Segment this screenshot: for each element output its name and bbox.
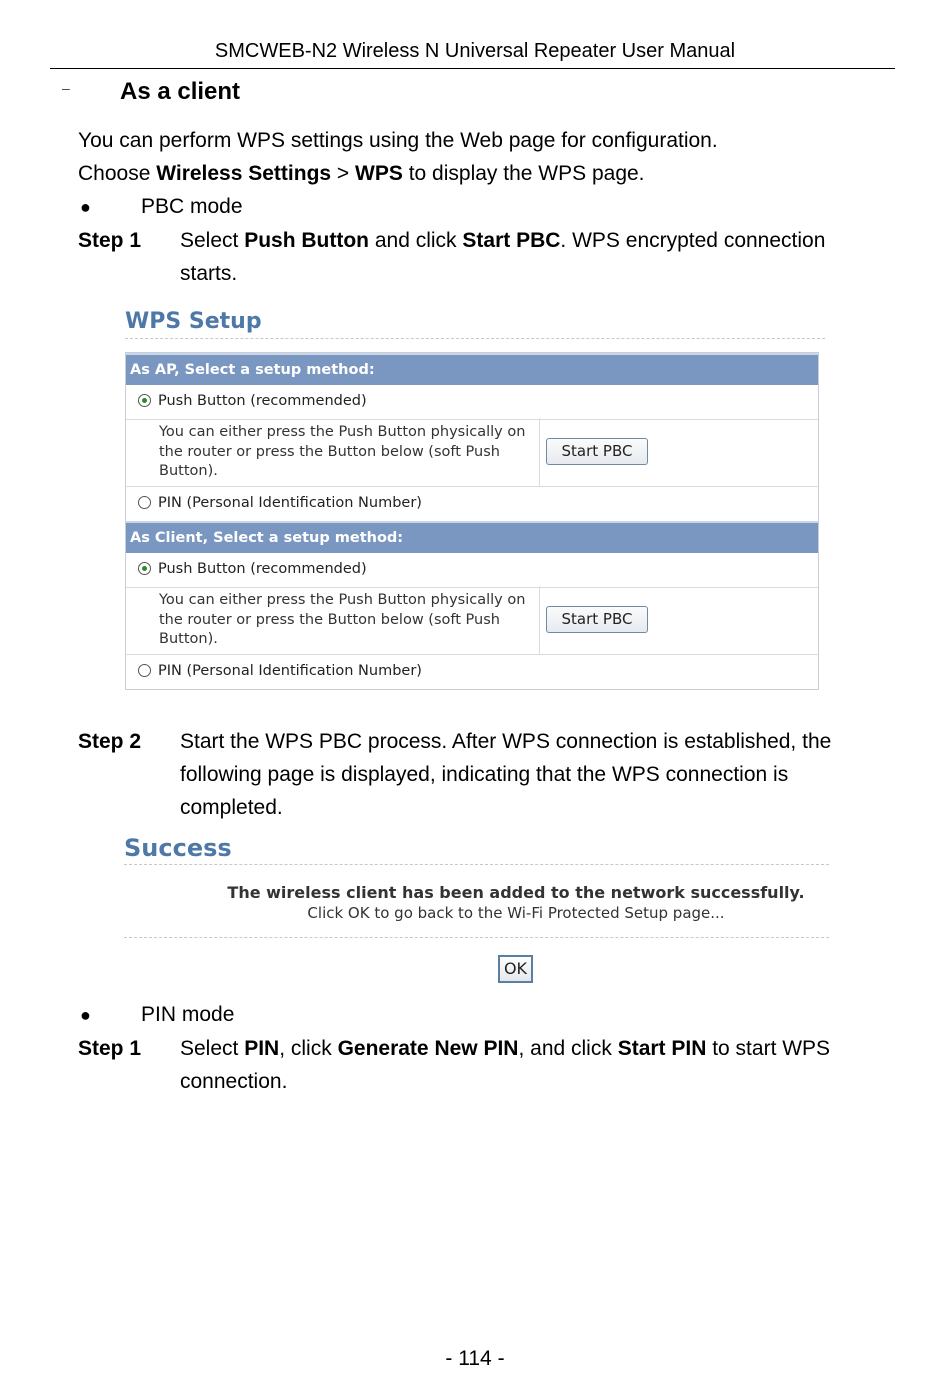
client-start-pbc-button[interactable]: Start PBC [546, 606, 648, 633]
title-divider [124, 864, 829, 865]
intro-text: to display the WPS page. [402, 162, 645, 185]
step-text [180, 224, 825, 290]
step-bold: PIN [244, 1037, 280, 1060]
client-pin-option[interactable] [126, 655, 818, 689]
intro-text: > [331, 162, 356, 185]
wps-setup-title: WPS Setup [125, 309, 262, 334]
step-text-part: starts. [180, 262, 238, 285]
step-text [180, 725, 831, 824]
cell-divider [539, 418, 540, 486]
ap-push-button-option[interactable] [126, 385, 818, 420]
radio-selected-icon[interactable] [138, 394, 151, 407]
menu-wireless-settings: Wireless Settings [156, 162, 332, 185]
ok-button[interactable]: OK [498, 955, 533, 983]
title-divider [125, 338, 825, 339]
radio-selected-icon[interactable] [138, 562, 151, 575]
client-push-description-row [126, 586, 818, 655]
page-header: SMCWEB-N2 Wireless N Universal Repeater User Manual [214, 40, 736, 62]
option-label: PIN (Personal Identification Number) [158, 495, 422, 511]
step-label: Step 1 [78, 229, 142, 252]
section-title: As a client [120, 78, 241, 105]
intro-line-1: You can perform WPS settings using the Web page for configuration. [78, 129, 718, 152]
push-description: You can either press the Push Button physically on the router or press the Button below (soft Push Button). [159, 592, 526, 647]
step-text-part: connection. [180, 1070, 288, 1093]
step-text-part: to start WPS [706, 1037, 831, 1060]
page-number: - 114 - [445, 1347, 505, 1370]
option-label: Push Button (recommended) [158, 561, 367, 577]
step-bold: Start PIN [617, 1037, 707, 1060]
step-text-part: Select [180, 1037, 245, 1060]
intro-line-2 [78, 157, 645, 190]
radio-unselected-icon[interactable] [138, 496, 151, 509]
step-text-part: completed. [180, 796, 283, 819]
step-text-part: Start the WPS PBC process. After WPS connection is established, the [180, 730, 832, 753]
step-text [180, 1032, 830, 1098]
bullet-icon: ● [80, 197, 91, 217]
ap-start-pbc-button[interactable]: Start PBC [546, 438, 648, 465]
ap-section-header: As AP, Select a setup method: [126, 353, 818, 385]
option-label: Push Button (recommended) [158, 393, 367, 409]
step-bold: Generate New PIN [337, 1037, 519, 1060]
step-text-part: following page is displayed, indicating that the WPS connection is [180, 763, 789, 786]
success-divider [124, 937, 829, 938]
client-section-header: As Client, Select a setup method: [126, 521, 818, 553]
step-bold: Push Button [244, 229, 370, 252]
step-text-part: . WPS encrypted connection [560, 229, 826, 252]
step-label: Step 1 [78, 1037, 142, 1060]
header-rule [50, 68, 895, 69]
option-label: PIN (Personal Identification Number) [158, 663, 422, 679]
step-text-part: Select [180, 229, 245, 252]
success-message: The wireless client has been added to the network successfully. [227, 883, 805, 902]
step-text-part: , click [279, 1037, 338, 1060]
bullet-pbc-mode: PBC mode [141, 195, 243, 218]
bullet-icon: ● [80, 1005, 91, 1025]
wps-setup-panel [125, 352, 819, 690]
push-description: You can either press the Push Button physically on the router or press the Button below (soft Push Button). [159, 424, 526, 479]
ap-pin-option[interactable] [126, 487, 818, 522]
step-text-part: and click [369, 229, 463, 252]
step-label: Step 2 [78, 730, 142, 753]
menu-wps: WPS [355, 162, 403, 185]
step-bold: Start PBC [462, 229, 561, 252]
bullet-pin-mode: PIN mode [141, 1003, 235, 1026]
intro-text: Choose [78, 162, 157, 185]
radio-unselected-icon[interactable] [138, 664, 151, 677]
section-marker: – [62, 80, 70, 96]
step-text-part: , and click [518, 1037, 618, 1060]
cell-divider [539, 586, 540, 654]
success-subtext: Click OK to go back to the Wi-Fi Protected Setup page... [307, 904, 725, 922]
client-push-button-option[interactable] [126, 553, 818, 588]
ap-push-description-row [126, 418, 818, 487]
success-title: Success [124, 834, 232, 862]
